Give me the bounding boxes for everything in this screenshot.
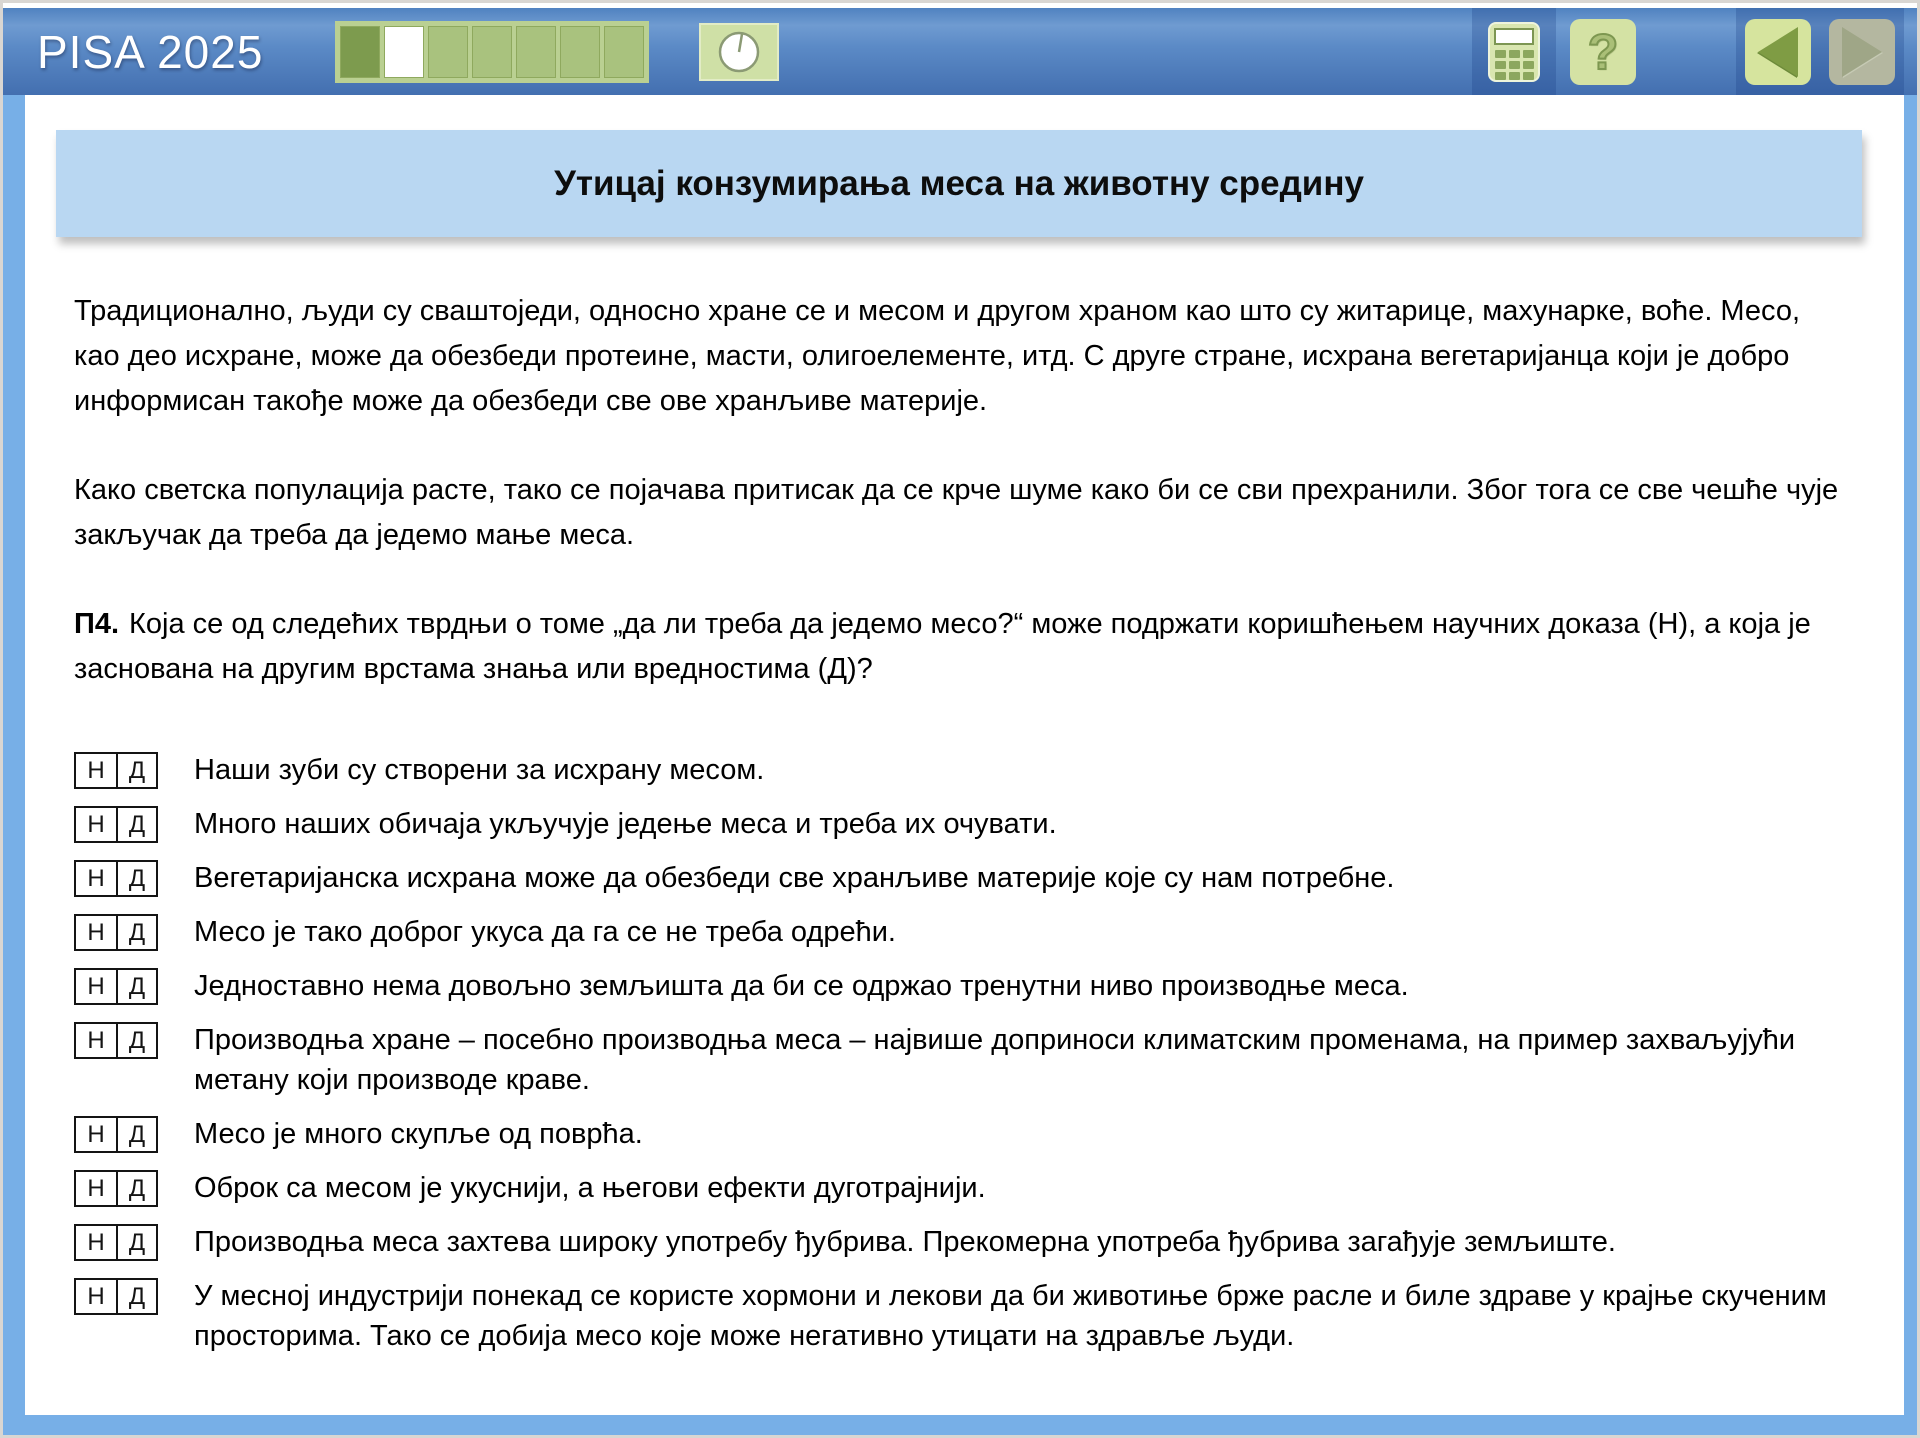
progress-square-upcoming [604,26,644,78]
option-d-button[interactable]: Д [116,916,156,949]
progress-square-upcoming [472,26,512,78]
question-body: Која се од следећих тврдњи о томе „да ли треба да једемо месо?“ може подржати коришћењем научних доказа (Н), а која је заснована на другим врстама знања или вредностима (Д)? [74,608,1811,685]
app-logo: PISA 2025 [37,25,264,78]
clock-icon [716,29,762,75]
statement-row [74,858,1846,898]
statement-text: Једноставно нема довољно земљишта да би се одржао тренутни ниво производње меса. [194,970,1409,1002]
nd-choice-group [74,1022,158,1059]
option-d-button[interactable]: Д [116,862,156,895]
progress-square-upcoming [560,26,600,78]
statement-row [74,1020,1846,1100]
calculator-slot [1472,8,1556,95]
statement-text: У месној индустрији понекад се користе хормони и лекови да би животиње брже расле и биле здраве у крајње скученим просторима. Тако се добија месо које може негативно утицати на здравље људи. [194,1280,1827,1352]
back-slot [1736,8,1820,95]
option-n-button[interactable]: Н [76,754,116,787]
forward-slot [1820,8,1904,95]
option-n-button[interactable]: Н [76,1024,116,1057]
help-button[interactable] [1570,19,1636,85]
option-d-button[interactable]: Д [116,1280,156,1313]
intro-paragraph-2: Како светска популација расте, тако се појачава притисак да се крче шуме како би се сви прехранили. Због тога се све чешће чује закључак да треба да једемо мање меса. [74,474,1839,551]
progress-indicator [335,21,649,83]
toolbar-right-group [1472,8,1917,95]
statement-row [74,912,1846,952]
statement-text: Наши зуби су створени за исхрану месом. [194,754,765,786]
option-n-button[interactable]: Н [76,862,116,895]
question-paragraph [74,602,1846,692]
option-n-button[interactable]: Н [76,916,116,949]
progress-square-upcoming [428,26,468,78]
statement-text: Много наших обичаја укључује једење меса и треба их очувати. [194,808,1057,840]
calculator-button[interactable] [1481,19,1547,85]
unit-title-bar [56,130,1862,237]
statement-text: Вегетаријанска исхрана може да обезбеди све хранљиве материје које су нам потребне. [194,862,1395,894]
statement-text: Месо је много скупље од поврћа. [194,1118,643,1150]
option-d-button[interactable]: Д [116,970,156,1003]
statement-row [74,1168,1846,1208]
text-column [25,289,1904,1356]
option-d-button[interactable]: Д [116,1024,156,1057]
option-n-button[interactable]: Н [76,1172,116,1205]
intro-paragraph-1: Традиционално, људи су сваштоједи, односно хране се и месом и другом храном као што су житарице, махунарке, воће. Месо, као део исхране, може да обезбеди протеине, масти, олигоелементе, итд. С друге стране, исхрана вегетаријанца који је добро информисан такође може да обезбеди све ове хранљиве материје. [74,295,1801,417]
nd-choice-group [74,1116,158,1153]
arrow-left-icon [1758,27,1798,77]
progress-square-completed [340,26,380,78]
statement-text: Производња меса захтева широку употребу ђубрива. Прекомерна употреба ђубрива загађује земљиште. [194,1226,1616,1258]
timer-button[interactable] [699,23,779,81]
back-button[interactable] [1745,19,1811,85]
frame-left-strip [3,95,25,1415]
option-d-button[interactable]: Д [116,1118,156,1151]
question-number: П4. [74,608,120,640]
statement-row [74,804,1846,844]
main-area [3,95,1917,1415]
nd-choice-group [74,968,158,1005]
option-n-button[interactable]: Н [76,1118,116,1151]
statements-list [74,750,1846,1356]
arrow-right-icon [1842,27,1882,77]
nd-choice-group [74,914,158,951]
nd-choice-group [74,860,158,897]
forward-button[interactable] [1829,19,1895,85]
statement-text: Оброк са месом је укуснији, а његови ефекти дуготрајнији. [194,1172,986,1204]
progress-square-upcoming [516,26,556,78]
statement-row [74,750,1846,790]
progress-square-current [384,26,424,78]
nd-choice-group [74,806,158,843]
option-n-button[interactable]: Н [76,1226,116,1259]
option-n-button[interactable]: Н [76,1280,116,1313]
option-d-button[interactable]: Д [116,1172,156,1205]
nd-choice-group [74,1224,158,1261]
statement-row [74,1114,1846,1154]
question-mark-icon: ? [1587,23,1619,80]
option-d-button[interactable]: Д [116,1226,156,1259]
statement-row [74,1276,1846,1356]
nd-choice-group [74,752,158,789]
frame-bottom-strip [3,1415,1917,1435]
statement-text: Месо је тако доброг укуса да га се не треба одрећи. [194,916,896,948]
statement-row [74,1222,1846,1262]
nd-choice-group [74,1278,158,1315]
option-d-button[interactable]: Д [116,754,156,787]
option-n-button[interactable]: Н [76,970,116,1003]
top-toolbar [3,8,1917,95]
statement-text: Производња хране – посебно производња меса – највише доприноси климатским променама, на пример захваљујући метану који производе краве. [194,1024,1796,1096]
content-area [25,95,1904,1415]
statement-row [74,966,1846,1006]
unit-title: Утицај конзумирања меса на животну средину [554,163,1364,203]
option-d-button[interactable]: Д [116,808,156,841]
calculator-icon [1481,19,1547,85]
option-n-button[interactable]: Н [76,808,116,841]
nd-choice-group [74,1170,158,1207]
scrollbar-track[interactable] [1904,95,1917,1415]
